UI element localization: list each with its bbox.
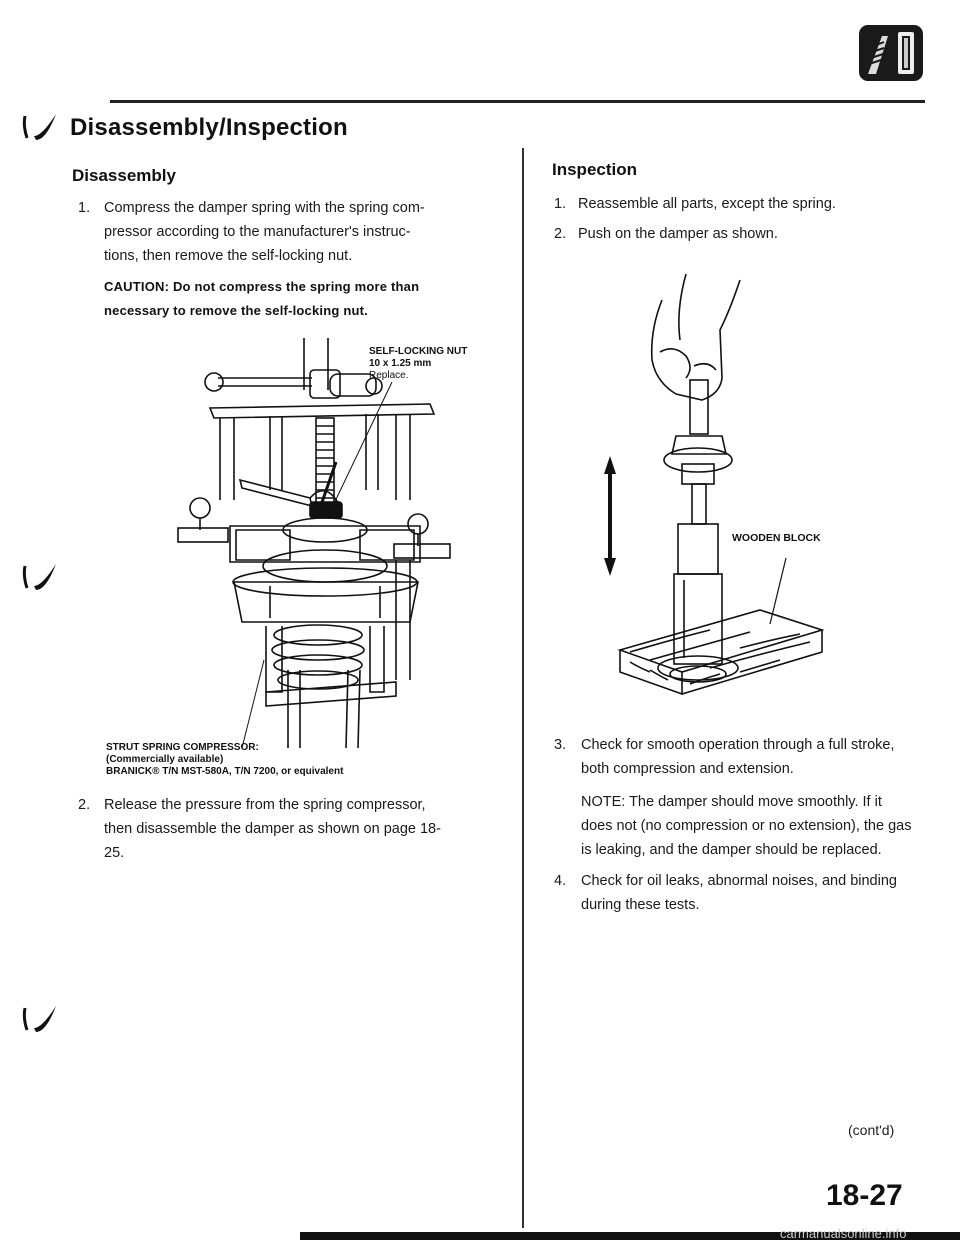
disassembly-heading: Disassembly [72,166,176,185]
inspection-heading: Inspection [552,160,638,179]
margin-bullet-icon [22,112,58,142]
disassembly-step1-text: Compress the damper spring with the spring com- pressor according to the manufacturer's instruc- tions, then remove the self-locking nut. [104,200,425,264]
strut-spring-compressor-callout: STRUT SPRING COMPRESSOR: (Commercially available) BRANICK® T/N MST-580A, T/N 7200, or equivalent [106,742,344,777]
disassembly-step1-number: 1. [78,200,91,216]
damper-push-test-illustration [590,270,830,710]
inspection-step4-text: Check for oil leaks, abnormal noises, and binding during these tests. [581,873,897,913]
spring-compressor-illustration [170,330,470,750]
header-rule [110,100,925,103]
inspection-step1-number: 1. [554,196,567,212]
self-locking-nut-callout: SELF-LOCKING NUT 10 x 1.25 mm Replace. [369,346,468,381]
watermark: carmanualsonline.info [780,1226,907,1241]
disassembly-step2-number: 2. [78,797,91,813]
margin-bullet-icon [22,562,58,592]
inspection-step3-text: Check for smooth operation through a full stroke, both compression and extension. [581,737,895,777]
inspection-step4-number: 4. [554,873,567,889]
inspection-step2-text: Push on the damper as shown. [578,226,778,242]
page-title: Disassembly/Inspection [70,114,348,141]
inspection-note-text: NOTE: The damper should move smoothly. If it does not (no compression or no extension), the gas is leaking, and the damper should be replaced. [581,794,912,858]
inspection-step3-number: 3. [554,737,567,753]
caution-text: CAUTION: Do not compress the spring more than necessary to remove the self-locking nut. [104,279,420,318]
inspection-step2-number: 2. [554,226,567,242]
wooden-block-callout: WOODEN BLOCK [732,532,821,544]
section-suspension-icon [858,24,924,82]
inspection-step1-text: Reassemble all parts, except the spring. [578,196,836,212]
disassembly-step2-text: Release the pressure from the spring compressor, then disassemble the damper as shown on page 18- 25. [104,797,441,861]
continued-label: (cont'd) [848,1122,895,1138]
margin-bullet-icon [22,1004,58,1034]
page-number: 18-27 [826,1179,903,1212]
